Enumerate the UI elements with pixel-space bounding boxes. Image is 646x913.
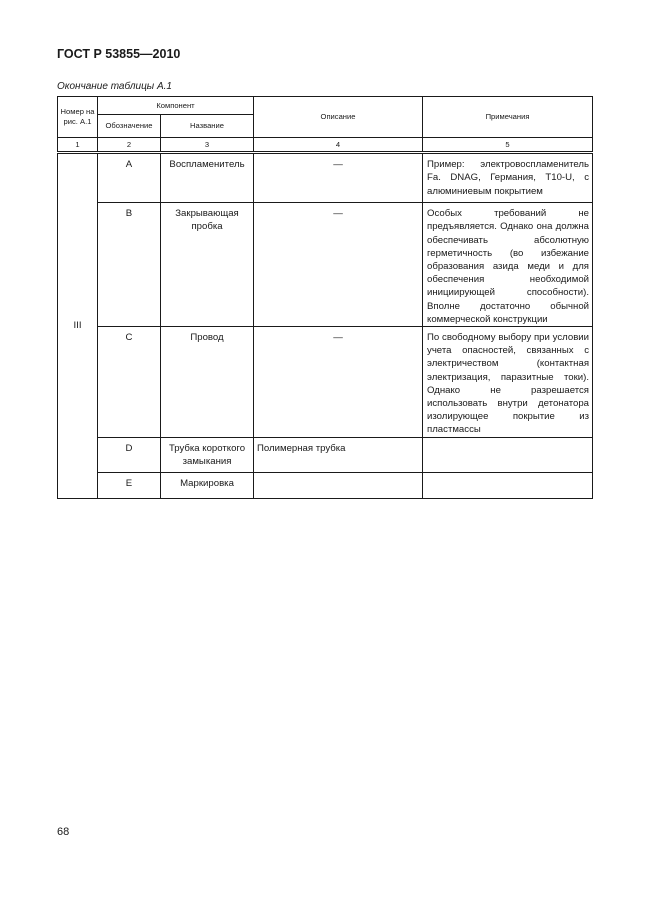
row-notes (423, 472, 593, 498)
row-name: Трубка короткого замыкания (161, 437, 254, 472)
row-name: Провод (161, 327, 254, 438)
table-row (58, 153, 593, 203)
row-description: — (254, 203, 423, 327)
table-row (58, 472, 593, 498)
column-number: 3 (161, 138, 254, 153)
row-notes: По свободному выбору при условии учета опасностей, связанных с электричеством (контактная электризация, паразитные токи). Однако не разрешается использовать внутри детонатора изолирующее покрытие из пластмассы (423, 327, 593, 438)
column-number: 1 (58, 138, 98, 153)
page-number: 68 (57, 826, 70, 838)
row-designation: A (98, 153, 161, 203)
row-name: Закрывающая пробка (161, 203, 254, 327)
row-designation: D (98, 437, 161, 472)
column-number: 2 (98, 138, 161, 153)
column-number-row (58, 138, 593, 153)
header-fig-number: Номер на рис. А.1 (58, 97, 98, 138)
column-number: 5 (423, 138, 593, 153)
row-name: Маркировка (161, 472, 254, 498)
row-description: — (254, 327, 423, 438)
header-name: Название (161, 115, 254, 138)
row-designation: C (98, 327, 161, 438)
row-notes (423, 437, 593, 472)
row-designation: B (98, 203, 161, 327)
header-notes: Примечания (423, 97, 593, 138)
header-designation: Обозначение (98, 115, 161, 138)
row-description: — (254, 153, 423, 203)
group-number: III (58, 153, 98, 498)
header-component: Компонент (98, 97, 254, 115)
table-header-row-1 (58, 97, 593, 115)
table-row (58, 437, 593, 472)
row-notes: Пример: электровоспламенитель Fa. DNAG, Германия, T10-U, с алюминиевым покрытием (423, 153, 593, 203)
row-description: Полимерная трубка (254, 437, 423, 472)
row-description (254, 472, 423, 498)
component-table (57, 96, 593, 499)
table-row (58, 203, 593, 327)
table-row (58, 327, 593, 438)
row-name: Воспламенитель (161, 153, 254, 203)
table-caption: Окончание таблицы А.1 (57, 81, 172, 92)
row-designation: E (98, 472, 161, 498)
column-number: 4 (254, 138, 423, 153)
document-standard-code: ГОСТ Р 53855—2010 (57, 47, 181, 61)
header-description: Описание (254, 97, 423, 138)
row-notes: Особых требований не предъявляется. Однако она должна обеспечивать абсолютную герметичность (во избежание образования азида меди и для обеспечения необходимой инициирующей способности). Вполне достаточно обычной коммерческой конструкции (423, 203, 593, 327)
